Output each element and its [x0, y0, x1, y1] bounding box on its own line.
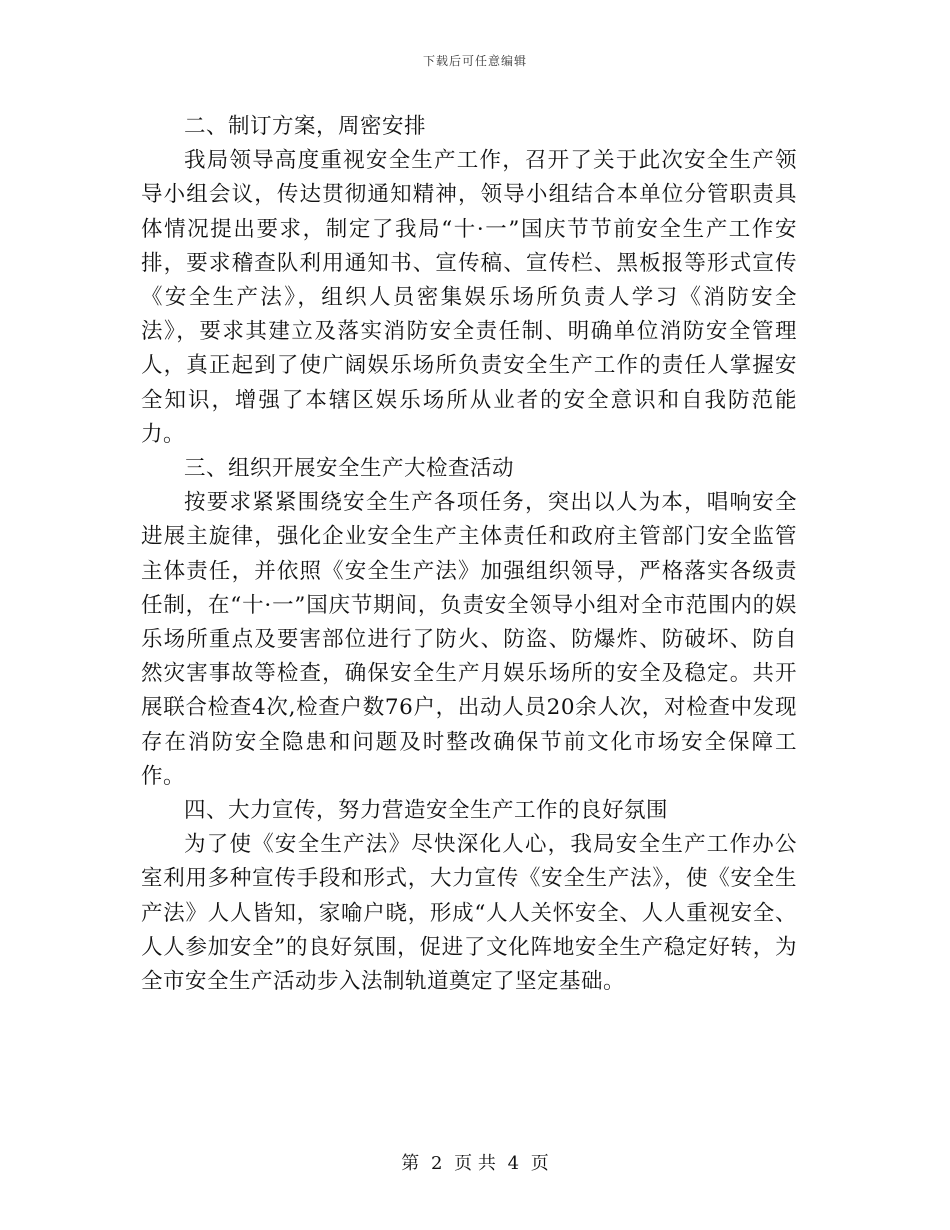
header-note: 下载后可任意编辑	[422, 54, 527, 68]
current-page-number: 2	[430, 1153, 443, 1174]
section-paragraph-4: 为了使《安全生产法》尽快深化人心，我局安全生产工作办公室利用多种宣传手段和形式，大力宣传《安全生产法》，使《安全生产法》人人皆知，家喻户晓，形成“人人关怀安全、人人重视安全、人人参加安全”的良好氛围，促进了文化阵地安全生产稳定好转，为全市安全生产活动步入法制轨道奠定了坚定基础。	[141, 832, 797, 995]
footer-prefix: 第	[401, 1153, 420, 1174]
section-paragraph-2: 我局领导高度重视安全生产工作，召开了关于此次安全生产领导小组会议，传达贯彻通知精神，领导小组结合本单位分管职责具体情况提出要求，制定了我局“十·一”国庆节节前安全生产工作安排，要求稽查队利用通知书、宣传稿、宣传栏、黑板报等形式宣传《安全生产法》，组织人员密集娱乐场所负责人学习《消防安全法》，要求其建立及落实消防安全责任制、明确单位消防安全管理人，真正起到了使广阔娱乐场所负责安全生产工作的责任人掌握安全知识，增强了本辖区娱乐场所从业者的安全意识和自我防范能力。	[141, 148, 797, 447]
document-body	[141, 110, 797, 999]
footer-mid: 页 共	[454, 1153, 496, 1174]
page-footer	[0, 1149, 950, 1175]
section-heading-4: 四、大力宣传，努力营造安全生产工作的良好氛围	[184, 798, 669, 824]
footer-suffix: 页	[530, 1153, 549, 1174]
section-heading-2: 二、制订方案，周密安排	[184, 114, 427, 139]
section-paragraph-3: 按要求紧紧围绕安全生产各项任务，突出以人为本，唱响安全进展主旋律，强化企业安全生产主体责任和政府主管部门安全监管主体责任，并依照《安全生产法》加强组织领导，严格落实各级责任制，在“十·一”国庆节期间，负责安全领导小组对全市范围内的娱乐场所重点及要害部位进行了防火、防盗、防爆炸、防破坏、防自然灾害事故等检查，确保安全生产月娱乐场所的安全及稳定。共开展联合检查4次,检查户数76户，出动人员20余人次，对检查中发现存在消防安全隐患和问题及时整改确保节前文化市场安全保障工作。	[141, 490, 797, 789]
total-pages-number: 4	[507, 1153, 520, 1174]
section-heading-3: 三、组织开展安全生产大检查活动	[184, 456, 515, 482]
